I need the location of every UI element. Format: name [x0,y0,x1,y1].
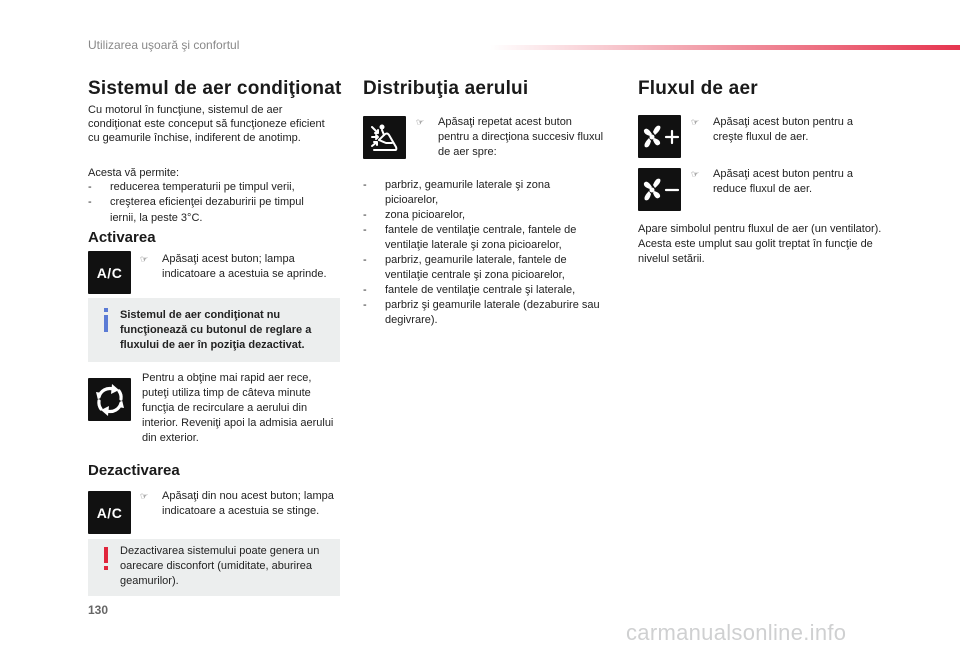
recirculation-text: Pentru a obţine mai rapid aer rece, puteţi utiliza timp de câteva minute funcţia de recirculare a aerului din interior. Reveniţi apoi la admisia aerului din exterior. [142,372,334,444]
page-number: 130 [88,603,109,617]
list-item: - parbriz, geamurile laterale şi zona picioarelor, [363,178,603,208]
fan-decrease-instruction: ☞ Apăsaţi acest buton pentru a reduce fluxul de aer. [691,168,854,195]
list-item: - zona picioarelor, [363,208,603,223]
warning-note [88,539,340,596]
air-distribution-instruction: ☞ Apăsaţi repetat acest buton pentru a direcţiona succesiv fluxul de aer spre: [416,116,604,158]
permits-list [88,180,328,226]
air-distribution-icon [368,121,402,155]
info-note-text: Sistemul de aer condiţionat nu funcţionează cu butonul de reglare a fluxului de aer în poziţia dezactivat. [120,309,312,351]
permits-label: Acesta vă permite: [88,167,180,179]
activation-instruction: ☞ Apăsaţi acest buton; lampa indicatoare a acestuia se aprinde. [140,253,327,280]
col2-title: Distribuţia aerului [363,78,529,99]
warning-icon [104,547,108,569]
ac-label: A/C [96,264,123,281]
col1-permits [88,166,328,226]
info-icon [104,308,108,332]
fan-increase-button[interactable] [638,115,681,158]
list-item: - reducerea temperaturii pe timpul verii, [88,180,328,194]
fan-decrease-button[interactable] [638,168,681,211]
fan-minus-icon [640,175,680,205]
list-item: - fantele de ventilaţie centrale şi laterale, [363,283,603,298]
list-item: - parbriz, geamurile laterale, fantele de ventilaţie centrale şi zona picioarelor, [363,253,603,283]
activation-title: Activarea [88,229,156,246]
deactivation-title: Dezactivarea [88,462,180,479]
finger-icon: ☞ [691,169,700,179]
fan-symbol-text: Apare simbolul pentru fluxul de aer (un ventilator). Acesta este umplut sau golit treptat în funcţie de nivelul setării. [638,223,882,265]
finger-icon: ☞ [140,254,149,264]
col1-intro: Cu motorul în funcţiune, sistemul de aer condiţionat este conceput să funcţioneze eficient cu geamurile închise, indiferent de anotimp. [88,104,325,144]
list-item: - fantele de ventilaţie centrale, fantele de ventilaţie laterale şi zona picioarelor, [363,223,603,253]
list-item: - parbriz şi geamurile laterale (dezaburire sau degivrare). [363,298,603,328]
watermark: carmanualsonline.info [626,620,847,645]
header-accent-line [490,45,960,50]
recirculation-button[interactable] [88,378,131,421]
deactivation-instruction: ☞ Apăsaţi din nou acest buton; lampa indicatoare a acestuia se stinge. [140,490,334,517]
list-item: - creşterea eficienţei dezaburirii pe timpul iernii, la peste 3°C. [88,194,328,226]
ac-button[interactable] [88,251,131,294]
air-distribution-list [363,178,603,328]
col3-title: Fluxul de aer [638,78,758,99]
info-note [88,298,340,362]
header-section-label: Utilizarea uşoară şi confortul [88,38,240,52]
col1-title: Sistemul de aer condiţionat [88,78,342,99]
warning-note-text: Dezactivarea sistemului poate genera un oarecare disconfort (umiditate, aburirea geamurilor). [120,545,320,587]
finger-icon: ☞ [416,117,425,127]
fan-increase-instruction: ☞ Apăsaţi acest buton pentru a creşte fluxul de aer. [691,116,854,143]
ac-button-off[interactable] [88,491,131,534]
air-distribution-button[interactable] [363,116,406,159]
finger-icon: ☞ [140,491,149,501]
fan-plus-icon [640,122,680,152]
finger-icon: ☞ [691,117,700,127]
ac-label: A/C [96,504,123,521]
recirculation-icon [93,383,127,417]
